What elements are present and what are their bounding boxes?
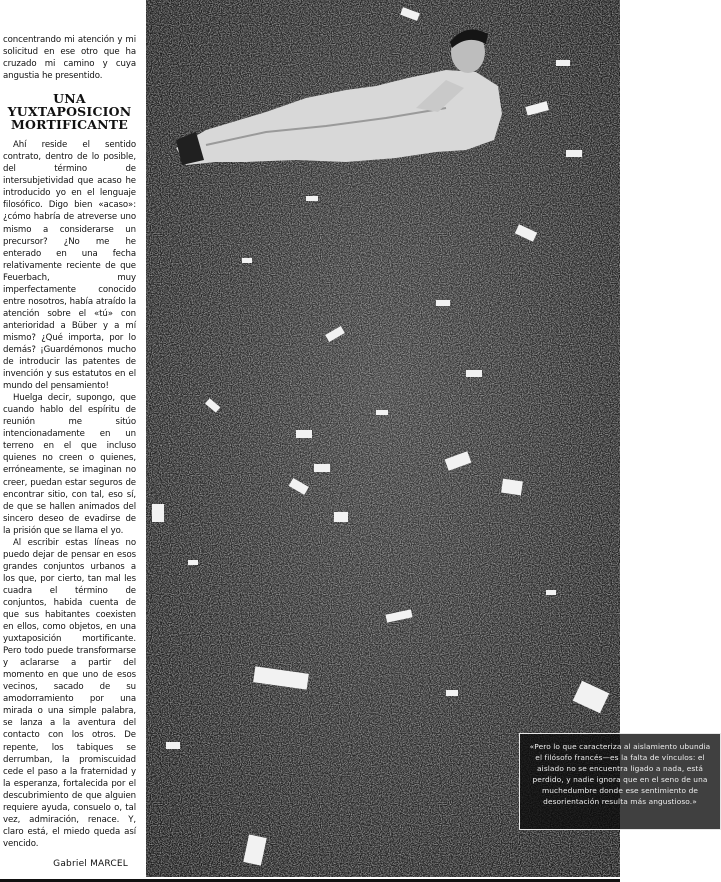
grass-photo <box>146 0 711 877</box>
article-paragraph: Ahí reside el sentido contrato, dentro de lo posible, del término de intersubjetividad que acaso he introducido yo en el lenguaje filosófico. Digo bien «acaso»: ¿cómo habría de atreverse uno mismo a considerarse un precursor? ¿No me he enterado en una fecha relativamente reciente de que Feuerbach, muy imperfectamente conocido entre nosotros, había atraído la atención sobre el «tú» con anterioridad a Büber y a mí mismo? ¿Qué importa, por lo demás? ¡Guardémonos mucho de introducir las patentes de invención y sus estatutos en el mundo del pensamiento! <box>3 140 136 392</box>
author-signature: Gabriel MARCEL <box>53 858 128 869</box>
section-heading-line3: MORTIFICANTE <box>10 117 129 133</box>
article-text-column <box>0 0 140 882</box>
photo-caption <box>519 733 721 830</box>
photo-caption-text: «Pero lo que caracteriza al aislamiento ubundia el filósofo francés—es la falta de vínculos: el aislado no se encuentra ligado a nada, está perdido, y nadie ignora que en el seno de una muchedumbre donde ese sentimiento de desorientación resulta más angustioso.» <box>529 742 711 806</box>
section-heading-line2: YUXTAPOSICION <box>7 104 132 120</box>
article-intro: concentrando mi atención y mi solicitud en ese otro que ha cruzado mi camino y cuya angustia he presentido. <box>3 35 136 82</box>
section-heading-line1: UNA <box>53 91 86 107</box>
section-heading <box>3 92 136 131</box>
article-paragraph: Al escribir estas líneas no puedo dejar de pensar en esos grandes conjuntos urbanos a los que, por cierto, tan mal les cuadra el término de conjuntos, habida cuenta de que sus habitantes coexisten en ellos, como objetos, en una yuxtaposición mortificante. Pero todo puede transformarse y aclararse a partir del momento en que uno de esos vecinos, sacado de su amodorramiento por una mirada o una simple palabra, se lanza a la aventura del contacto con los otros. De repente, los tabiques se derrumban, la promiscuidad cede el paso a la fraternidad y la esperanza, fortalecida por el descubrimiento de que alguien requiere ayuda, consuelo o, tal vez, admiración, renace. Y, claro está, el miedo queda así vencido. <box>3 537 136 849</box>
article-paragraph: Huelga decir, supongo, que cuando hablo del espíritu de reunión me sitúo intencionadamente en un terreno en el que incluso quienes no creen o quienes, erróneamente, se imaginan no creer, puedan estar seguros de encontrar sitio, con tal, eso sí, de que se hallen animados del sincero deseo de evadirse de la prisión que se llama el yo. <box>3 393 136 536</box>
